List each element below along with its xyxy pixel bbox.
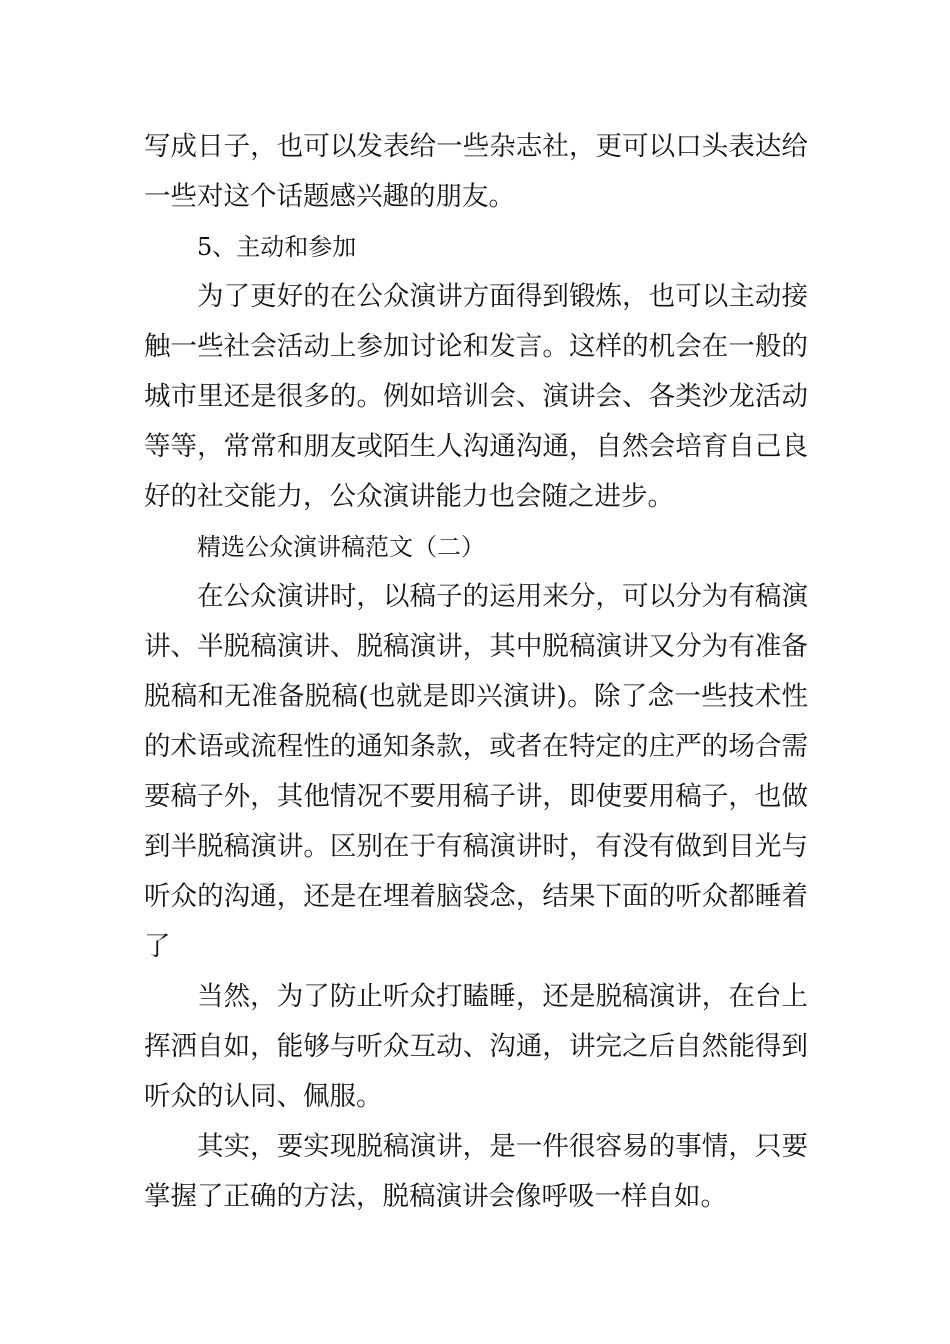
document-body (144, 122, 808, 1222)
paragraph-continuation: 写成日子，也可以发表给一些杂志社，更可以口头表达给一些对这个话题感兴趣的朋友。 (144, 131, 808, 212)
paragraph-conclusion: 其实，要实现脱稿演讲，是一件很容易的事情，只要掌握了正确的方法，脱稿演讲会像呼吸一样自如。 (144, 1131, 808, 1212)
section-heading-sample-two: 精选公众演讲稿范文（二） (197, 533, 485, 561)
section-heading-5: 5、主动和参加 (197, 233, 357, 261)
paragraph-script-usage: 在公众演讲时，以稿子的运用来分，可以分为有稿演讲、半脱稿演讲、脱稿演讲，其中脱稿演讲又分为有准备脱稿和无准备脱稿(也就是即兴演讲)。除了念一些技术性的术语或流程性的通知条款，或者在特定的庄严的场合需要稿子外，其他情况不要用稿子讲，即使要用稿子，也做到半脱稿演讲。区别在于有稿演讲时，有没有做到目光与听众的沟通，还是在埋着脑袋念，结果下面的听众都睡着了 (144, 581, 808, 962)
paragraph-off-script-benefit: 当然，为了防止听众打瞌睡，还是脱稿演讲，在台上挥洒自如，能够与听众互动、沟通，讲完之后自然能得到听众的认同、佩服。 (144, 981, 808, 1112)
paragraph-participation: 为了更好的在公众演讲方面得到锻炼，也可以主动接触一些社会活动上参加讨论和发言。这样的机会在一般的城市里还是很多的。例如培训会、演讲会、各类沙龙活动等等，常常和朋友或陌生人沟通沟通，自然会培育自己良好的社交能力，公众演讲能力也会随之进步。 (144, 281, 808, 512)
